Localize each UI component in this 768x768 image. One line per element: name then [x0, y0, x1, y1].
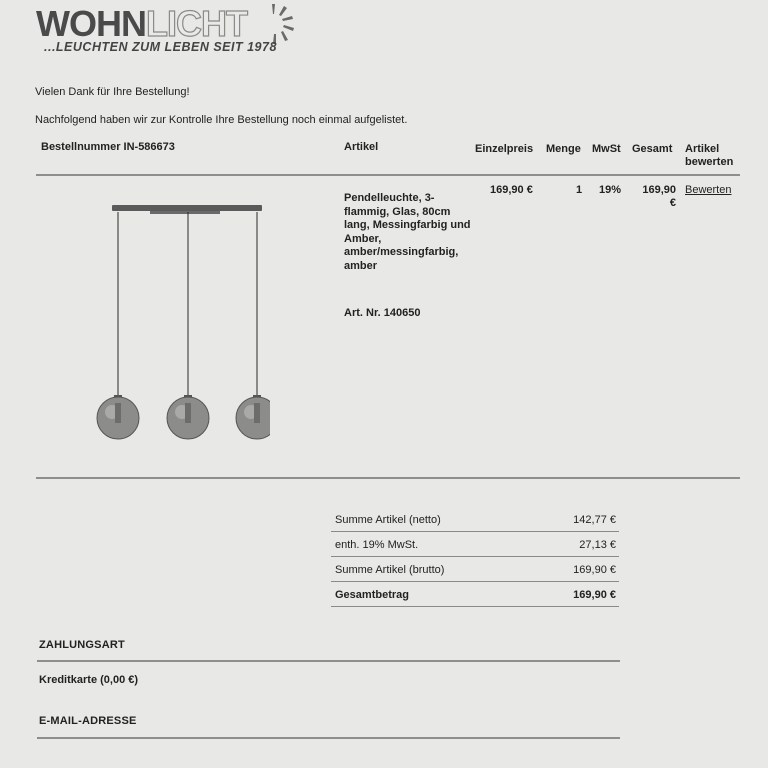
item-total-currency: €: [669, 197, 676, 209]
item-total-amount: 169,90: [642, 184, 676, 196]
summary-net-label: Summe Artikel (netto): [335, 514, 441, 526]
summary-total-value: 169,90 €: [573, 589, 616, 601]
item-unit-price: 169,90 €: [490, 184, 533, 196]
summary-divider: [331, 581, 619, 582]
email-divider: [37, 737, 620, 739]
header-article: Artikel: [344, 141, 379, 153]
payment-method-title: ZAHLUNGSART: [39, 639, 125, 651]
summary-divider: [331, 556, 619, 557]
header-divider: [36, 174, 740, 176]
header-rate-line1: Artikel: [685, 143, 720, 155]
summary-divider: [331, 606, 619, 607]
pendant-lamp-image: [90, 200, 270, 450]
item-quantity: 1: [576, 184, 583, 196]
email-address-title: E-MAIL-ADRESSE: [39, 715, 137, 727]
header-unit-price: Einzelpreis: [475, 143, 534, 155]
thank-you-text: Vielen Dank für Ihre Bestellung!: [35, 86, 190, 98]
payment-method-value: Kreditkarte (0,00 €): [39, 674, 139, 686]
summary-vat-value: 27,13 €: [579, 539, 616, 551]
summary-gross-value: 169,90 €: [573, 564, 616, 576]
summary-vat-label: enth. 19% MwSt.: [335, 539, 419, 551]
header-rate-article: [685, 143, 733, 169]
logo-tagline: ...LEUCHTEN ZUM LEBEN SEIT 1978: [44, 40, 277, 54]
summary-gross-label: Summe Artikel (brutto): [335, 564, 445, 576]
item-total: [638, 184, 676, 210]
summary-net-value: 142,77 €: [573, 514, 616, 526]
payment-divider: [37, 660, 620, 662]
logo-word-light: LICHT: [145, 3, 247, 44]
logo-word-dark: WOHN: [36, 3, 146, 44]
item-divider: [36, 477, 740, 479]
rate-article-link[interactable]: Bewerten: [685, 184, 732, 196]
header-quantity: Menge: [546, 143, 581, 155]
item-article-number: Art. Nr. 140650: [344, 307, 421, 319]
item-vat: 19%: [599, 184, 622, 196]
summary-divider: [331, 531, 619, 532]
header-rate-line2: bewerten: [685, 156, 734, 168]
order-number: Bestellnummer IN-586673: [41, 141, 175, 153]
header-total: Gesamt: [632, 143, 673, 155]
header-vat: MwSt: [592, 143, 621, 155]
summary-total-label: Gesamtbetrag: [335, 589, 409, 601]
order-review-text: Nachfolgend haben wir zur Kontrolle Ihre Bestellung noch einmal aufgelistet.: [35, 114, 408, 126]
item-description: Pendelleuchte, 3-flammig, Glas, 80cm lang, Messingfarbig und Amber, amber/messingfarbig, amber: [344, 192, 471, 272]
brand-logo: [36, 4, 247, 44]
